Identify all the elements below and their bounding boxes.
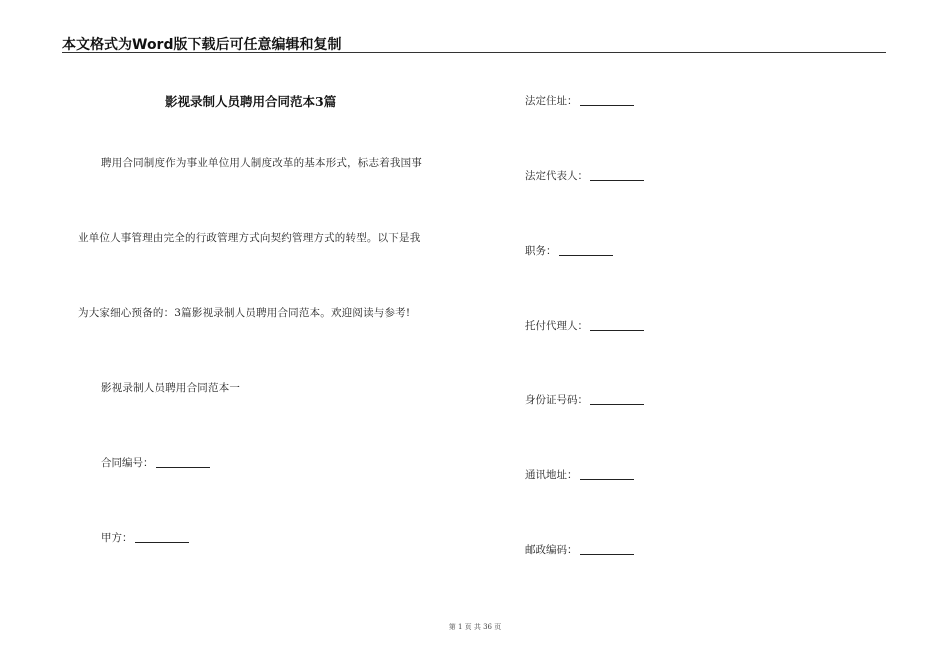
party-a-blank [135,542,189,543]
postal-code-blank [580,554,634,555]
section-heading: 影视录制人员聘用合同范本一 [101,382,241,394]
id-number-field [525,392,644,407]
party-a-field [101,530,189,545]
id-number-blank [590,404,644,405]
mailing-address-field [525,467,634,482]
intro-line-2: 业单位人事管理由完全的行政管理方式向契约管理方式的转型。以下是我 [78,232,421,244]
mailing-address-blank [580,479,634,480]
position-label: 职务： [525,245,557,257]
header-divider [62,52,886,53]
page-number: 第 1 页 共 36 页 [448,623,502,631]
intro-line-1: 聘用合同制度作为事业单位用人制度改革的基本形式，标志着我国事 [101,157,422,169]
contract-number-blank [156,467,210,468]
legal-representative-field [525,168,644,183]
legal-address-label: 法定住址： [525,95,578,107]
authorized-agent-label: 托付代理人： [525,320,588,332]
legal-representative-blank [590,180,644,181]
postal-code-label: 邮政编码： [525,544,578,556]
legal-representative-label: 法定代表人： [525,170,588,182]
position-field [525,243,613,258]
contract-number-field [101,455,210,470]
contract-number-label: 合同编号： [101,457,154,469]
document-title: 影视录制人员聘用合同范本3篇 [165,94,337,109]
mailing-address-label: 通讯地址： [525,469,578,481]
postal-code-field [525,542,634,557]
position-blank [559,255,613,256]
intro-line-3: 为大家细心预备的：3篇影视录制人员聘用合同范本。欢迎阅读与参考! [78,307,411,319]
header-title: 本文格式为Word版下载后可任意编辑和复制 [62,37,342,53]
authorized-agent-blank [590,330,644,331]
authorized-agent-field [525,318,644,333]
legal-address-field [525,93,634,108]
id-number-label: 身份证号码： [525,394,588,406]
party-a-label: 甲方： [101,532,133,544]
legal-address-blank [580,105,634,106]
